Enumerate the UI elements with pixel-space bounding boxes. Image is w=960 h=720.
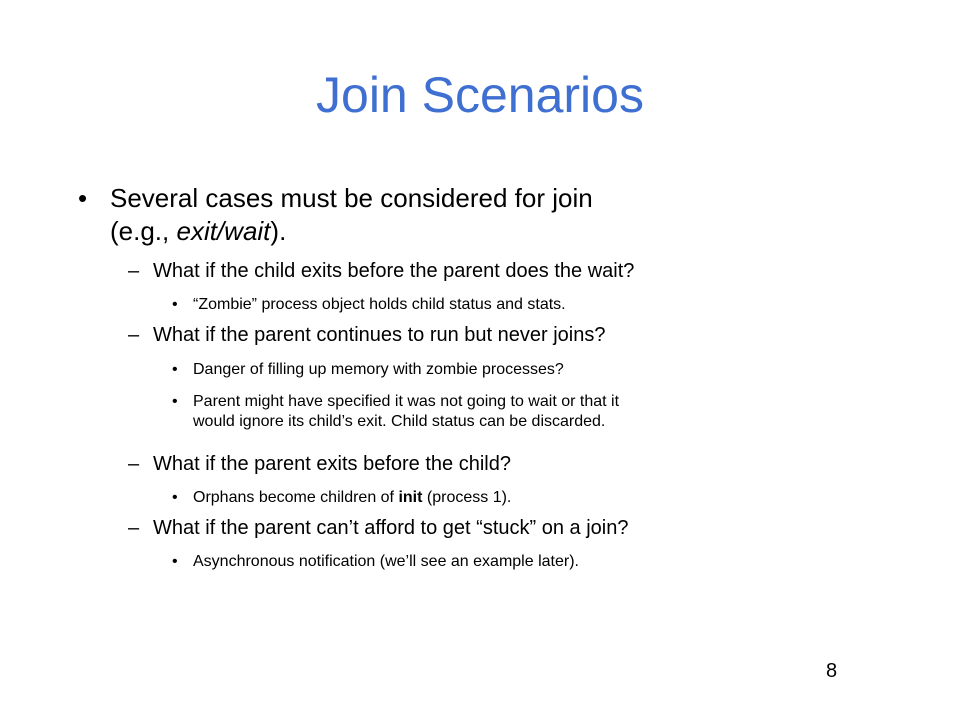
sub-sub-item-orphans — [193, 488, 511, 508]
bullet-main-prefix: (e.g., — [110, 216, 177, 246]
dash-marker: – — [128, 260, 140, 282]
init-keyword: init — [398, 489, 423, 506]
bullet-marker: • — [172, 296, 178, 313]
orphans-prefix: Orphans become children of — [193, 489, 399, 506]
dash-marker: – — [128, 324, 140, 346]
bullet-main-line2 — [110, 215, 286, 248]
sub-item-child-exits: What if the child exits before the parent does the wait? — [153, 260, 635, 282]
bullet-marker: • — [172, 489, 178, 506]
sub-item-stuck: What if the parent can’t afford to get “stuck” on a join? — [153, 517, 629, 539]
bullet-marker: • — [78, 183, 88, 213]
sub-sub-item-parent-specified-line2: would ignore its child’s exit. Child status can be discarded. — [193, 413, 606, 430]
orphans-suffix: (process 1). — [422, 489, 512, 506]
bullet-marker: • — [172, 393, 178, 410]
bullet-main-suffix: ). — [270, 216, 287, 246]
dash-marker: – — [128, 453, 140, 475]
sub-sub-item-memory: Danger of filling up memory with zombie processes? — [193, 361, 564, 378]
slide-title: Join Scenarios — [316, 67, 644, 123]
dash-marker: – — [128, 517, 140, 539]
page-number: 8 — [826, 660, 838, 682]
sub-sub-item-async: Asynchronous notification (we’ll see an example later). — [193, 553, 579, 570]
bullet-marker: • — [172, 361, 178, 378]
sub-sub-item-parent-specified-line1: Parent might have specified it was not going to wait or that it — [193, 393, 620, 410]
bullet-main-italic: exit/wait — [176, 216, 271, 246]
sub-item-parent-exits: What if the parent exits before the child? — [153, 453, 511, 475]
bullet-main-line1: Several cases must be considered for join — [110, 183, 593, 213]
bullet-marker: • — [172, 553, 178, 570]
sub-item-never-joins: What if the parent continues to run but never joins? — [153, 324, 606, 346]
sub-sub-item-zombie: “Zombie” process object holds child status and stats. — [193, 296, 566, 313]
